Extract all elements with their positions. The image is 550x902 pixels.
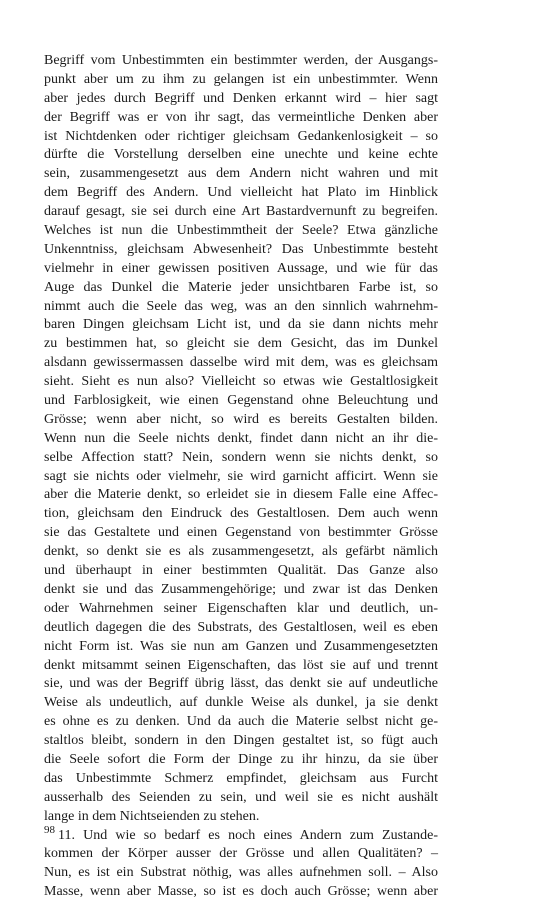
text-line: zu bestimmen hat, so gleicht sie dem Gesicht, das im Dunkel xyxy=(44,336,438,352)
text-line: kommen der Körper ausser der Grösse und allen Qualitäten? – xyxy=(44,846,438,862)
text-line: tion, gleichsam den Eindruck des Gestaltlosen. Dem auch wenn xyxy=(44,506,438,522)
text-line: sie, und was der Begriff übrig lässt, das denkt sie auf undeutliche xyxy=(44,676,438,692)
text-line: denkt, so denkt sie es als zusammengesetzt, als gefärbt nämlich xyxy=(44,544,438,560)
text-line: sagt sie nichts oder vielmehr, sie wird garnicht afficirt. Wenn sie xyxy=(44,468,438,484)
text-line: punkt aber um zu ihm zu gelangen ist ein unbestimmter. Wenn xyxy=(44,71,438,87)
text-line: denkt mitsammt seinen Eigenschaften, das löst sie auf und trennt xyxy=(44,657,438,673)
text-line: Begriff vom Unbestimmten ein bestimmter werden, der Ausgangs- xyxy=(44,53,438,68)
text-line: nimmt auch die Seele das weg, was an den sinnlich wahrnehm- xyxy=(44,298,438,314)
text-line: selbe Affection statt? Nein, sondern wenn sie nichts denkt, so xyxy=(44,449,438,465)
text-line: sieht. Sieht es nun also? Vielleicht so etwas wie Gestaltlosigkeit xyxy=(44,374,438,390)
text-line: dürfte die Vorstellung derselben eine unechte und keine echte xyxy=(44,147,438,163)
text-line: baren Dingen gleichsam Licht ist, und da sie dann nichts mehr xyxy=(44,317,438,333)
text-line: aber jedes durch Begriff und Denken erkannt wird – hier sagt xyxy=(44,90,438,106)
text-line: nicht Form ist. Was sie nun am Ganzen und Zusammengesetzten xyxy=(44,638,438,654)
text-line: die Seele sofort die Form der Dinge zu ihr hinzu, da sie über xyxy=(44,751,438,767)
text-line: darauf gesagt, sie sei durch eine Art Bastardvernunft zu begreifen. xyxy=(44,204,438,220)
text-line: sein, zusammengesetzt aus dem Andern nicht wahren und mit xyxy=(44,166,438,182)
text-line: 11. Und wie so bedarf es noch eines Andern zum Zustande- xyxy=(58,827,438,843)
text-line: dem Begriff des Andern. Und vielleicht hat Plato im Hinblick xyxy=(44,185,438,201)
text-line: oder Wahrnehmen seiner Eigenschaften klar und deutlich, un- xyxy=(44,600,438,616)
page-number: 98 xyxy=(44,824,55,836)
text-line: ist Nichtdenken oder richtiger gleichsam Gedankenlosigkeit – so xyxy=(44,128,438,144)
text-line: es ohne es zu denken. Und da auch die Materie selbst nicht ge- xyxy=(44,714,438,730)
text-line: aber die Materie denkt, so erleidet sie in diesem Falle eine Affec- xyxy=(44,487,438,503)
body-text xyxy=(44,52,438,902)
text-line: Nun, es ist ein Substrat nöthig, was alles aufnehmen soll. – Also xyxy=(44,865,438,881)
text-line: staltlos bleibt, sondern in den Dingen gestaltet ist, so fügt auch xyxy=(44,733,438,749)
text-line: Weise als undeutlich, auf dunkle Weise als dunkel, ja sie denkt xyxy=(44,695,438,711)
text-line: Grösse; wenn aber nicht, so wird es bereits Gestalten bilden. xyxy=(44,411,438,427)
text-line: alsdann gewissermassen dasselbe wird mit dem, was es gleichsam xyxy=(44,355,438,371)
text-line: und überhaupt in einer bestimmten Qualität. Das Ganze also xyxy=(44,563,438,579)
text-line: lange in dem Nichtseienden zu stehen. xyxy=(44,808,260,824)
text-line: Wenn nun die Seele nichts denkt, findet dann nicht an ihr die- xyxy=(44,430,438,446)
text-line: das Unbestimmte Schmerz empfindet, gleichsam aus Furcht xyxy=(44,770,438,786)
text-line: Welches ist nun die Unbestimmtheit der Seele? Etwa gänzliche xyxy=(44,223,438,239)
text-line: sie das Gestaltete und einen Gegenstand von bestimmter Grösse xyxy=(44,525,438,541)
text-line: vielmehr in einer gewissen positiven Aussage, und wie für das xyxy=(44,260,438,276)
text-line: und Farblosigkeit, wie einen Gegenstand ohne Beleuchtung und xyxy=(44,393,438,409)
text-line: denkt sie und das Zusammengehörige; und zwar ist das Denken xyxy=(44,581,438,597)
text-line: deutlich dagegen die des Substrats, des Gestaltlosen, weil es eben xyxy=(44,619,438,635)
text-line: Unkenntniss, gleichsam Abwesenheit? Das Unbestimmte besteht xyxy=(44,241,438,257)
text-line: ausserhalb des Seienden zu sein, und weil sie es nicht aushält xyxy=(44,789,438,805)
text-line: Masse, wenn aber Masse, so ist es doch auch Grösse; wenn aber xyxy=(44,884,438,900)
text-line: der Begriff was er von ihr sagt, das vermeintliche Denken aber xyxy=(44,109,438,125)
text-line: Auge das Dunkel die Materie jeder unsichtbaren Farbe ist, so xyxy=(44,279,438,295)
